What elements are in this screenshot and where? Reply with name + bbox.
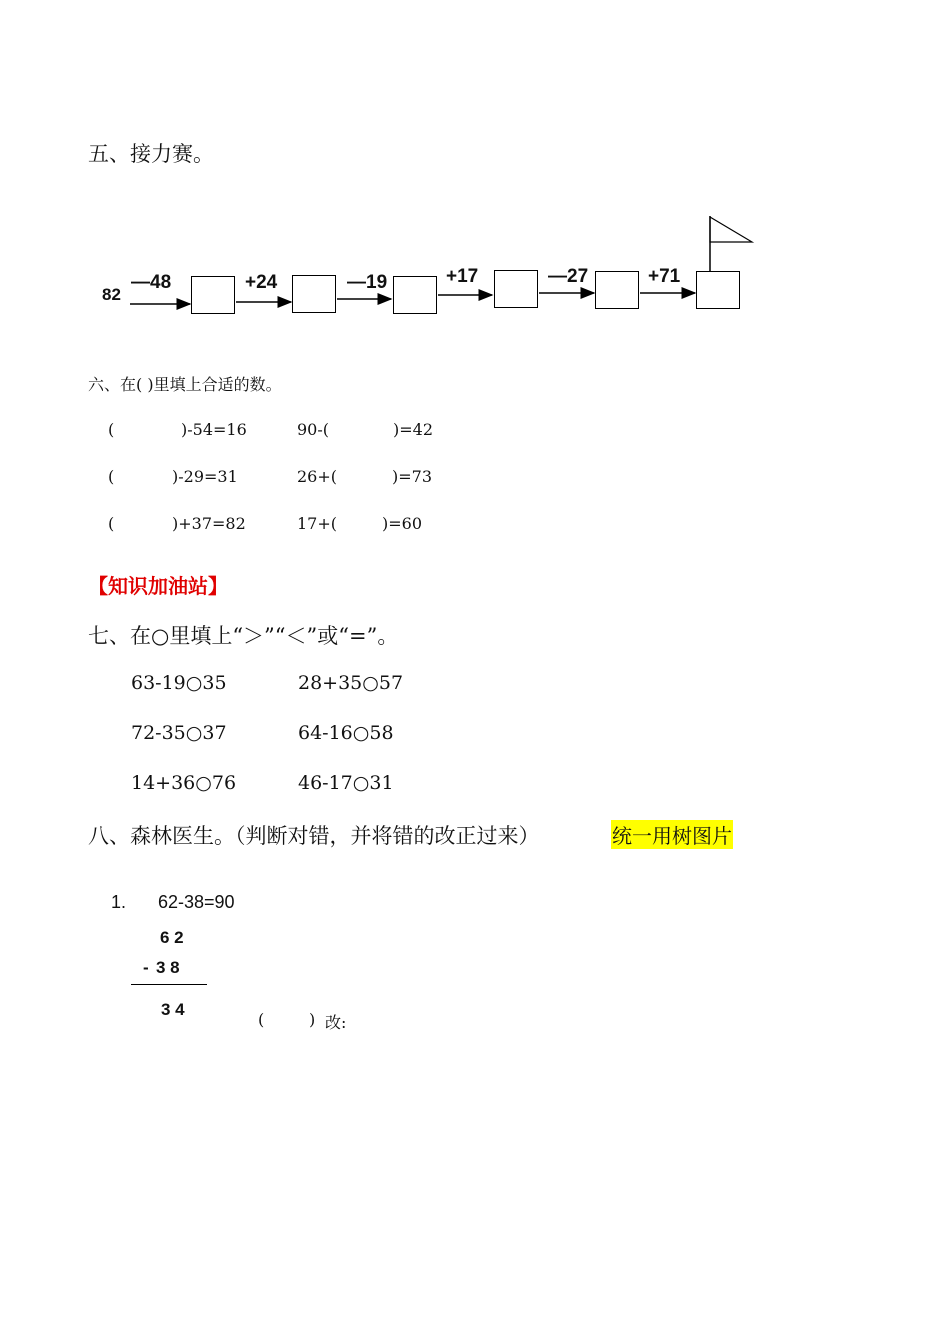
judge-answer-blank[interactable] [270,1010,306,1030]
fill-left-open: ( [108,467,115,486]
compare-right: 64-16○58 [298,722,394,744]
item-number: 1. [111,892,127,912]
correct-label: 改: [325,1013,347,1032]
relay-op-6: +71 [648,266,681,287]
relay-op-3: —19 [347,272,388,293]
relay-start: 82 [102,285,121,304]
relay-answer-box[interactable] [191,276,235,314]
fill-left-rest: )+37=82 [172,514,246,533]
fill-right-pre: 90-( [297,420,330,439]
fill-left-rest: )-54=16 [181,420,247,439]
vertical-line [131,984,207,985]
relay-op-2: +24 [245,272,278,293]
flag-icon [710,217,752,242]
fill-left-rest: )-29=31 [172,467,238,486]
judge-open-paren: ( [258,1010,265,1029]
compare-left: 72-35○37 [131,722,227,744]
fill-left-open: ( [108,420,115,439]
fill-right-rest: )=73 [392,467,433,486]
fill-right-pre: 26+( [297,467,338,486]
vertical-top: 6 2 [160,928,184,947]
compare-right: 46-17○31 [298,772,394,794]
relay-answer-box[interactable] [696,271,740,309]
highlight-note: 统一用树图片 [611,820,733,849]
relay-op-1: —48 [131,272,172,293]
compare-left: 63-19○35 [131,672,227,694]
fill-right-rest: )=42 [393,420,434,439]
vertical-second: 3 8 [156,958,180,977]
relay-op-5: —27 [548,266,589,287]
relay-answer-box[interactable] [595,271,639,309]
knowledge-label: 【知识加油站】 [88,574,228,598]
item-equation: 62-38=90 [158,892,235,912]
vertical-result: 3 4 [161,1000,185,1019]
section7-title: 七、在○里填上“＞”“＜”或“=”。 [88,624,399,648]
section5-title: 五、接力赛。 [88,142,214,166]
section8-title: 八、森林医生。（判断对错，并将错的改正过来） [88,824,540,848]
compare-left: 14+36○76 [131,772,237,794]
section6-title: 六、在( )里填上合适的数。 [88,375,282,394]
judge-close-paren: ) [309,1010,316,1029]
vertical-operator: - [143,958,149,977]
fill-right-pre: 17+( [297,514,338,533]
compare-right: 28+35○57 [298,672,404,694]
relay-answer-box[interactable] [393,276,437,314]
fill-left-open: ( [108,514,115,533]
relay-op-4: +17 [446,266,479,287]
relay-diagram [0,0,950,360]
fill-right-rest: )=60 [382,514,423,533]
relay-answer-box[interactable] [292,275,336,313]
relay-answer-box[interactable] [494,270,538,308]
